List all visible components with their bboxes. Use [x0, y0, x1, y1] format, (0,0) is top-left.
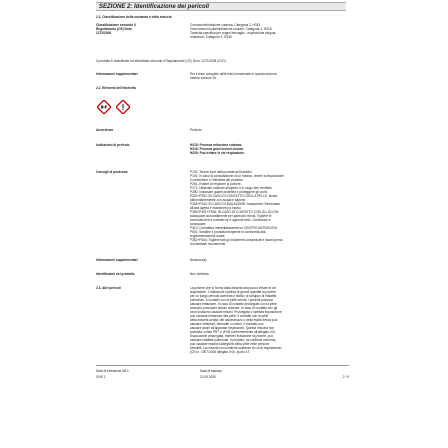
hazard-statements-label: Indicazioni di pericolo: [96, 143, 130, 147]
subsection-heading-2-2: 2.2. Elementi dell'etichetta: [96, 86, 136, 90]
other-hazards-text: La polvere che si forma dalla miscela secca può irritare le vie respiratorie. L'inalazione ripetuta di grandi quantità di polvere per un lungo periodo aumenta il rischio di sviluppo di malattie polmonari. A contatto con la pelle umida, i prodotti possono causare irritazione. In caso di contatto prolungato con la pelle possono provocare lesioni cutanee. In caso di contatto con gli occhi possono causare lesioni. Prolungata o ripetuta esposizione può causare irritazione alla pelle. Il contatto con la pelle della miscela umida, del calcestruzzo o della malta fresca può causare irritazioni, dermatiti o ustioni. Il contatto può causare danni all'apparato respiratorio. Questa miscela non soddisfa i criteri PBT o vPvB conformemente all'allegato XIII. Esposizione prolungata, tramite l'inalazione di polvere, può causare malattie polmonari. Il prodotto, se contiene cemento, può causare reazioni allergiche della pelle nelle persone sensibili. La miscela non contiene sostanze di cui al regolamento (CE) n. 1907/2006 allegato XVII, punto 47.: [190, 286, 282, 354]
hazard-statements: H315: Provoca irritazione cutanea. H318: Provoca gravi lesioni oculari. H335: Può irritare le vie respiratorie.: [190, 143, 245, 155]
signal-word-label: Avvertenza: [96, 128, 113, 132]
supplementary-info-value-2: Nessuno(a).: [190, 258, 208, 262]
footer-issue-value: GHS 1: [96, 375, 106, 379]
precautionary-statements-label: Consigli di prudenza: [96, 170, 128, 174]
exclamation-pictogram-icon: [116, 100, 130, 114]
footer-page-number: 2 / 9: [342, 375, 349, 379]
product-identifiers-value: Non richiesto.: [190, 272, 210, 276]
product-identifiers-label: Identificatori del prodotto: [96, 272, 135, 276]
footer-issue-label: Data di emissione M10: [96, 369, 129, 373]
classification-note: Il prodotto è classificato ed etichettato secondo il Regolamento (CE) Num. 1272/2008 (CLP).: [96, 59, 227, 63]
footer-print-date-value: 12.05.2020: [200, 375, 216, 379]
corrosion-pictogram-icon: [97, 100, 111, 114]
section-title: SEZIONE 2: Identificazione dei pericoli: [96, 2, 346, 11]
classification-value: Corrosione/irritazione cutanea, Categoria 2, H315 Gravi lesioni oculari/irritazione oculare, Categoria 1, H318 Tossicità specifica per organi bersaglio - esposizione singola, Irritazione, Categoria 3, H335: [190, 23, 277, 39]
supplementary-info-label-2: Informazioni supplementari: [96, 258, 138, 262]
precautionary-statements: P102: Tenere fuori dalla portata dei bambini. P101: In caso di consultazione di un medico, tenere a disposizione il contenitore o l'etichetta del prodotto. P261: Evitare di respirare la polvere. P271: Utilizzare soltanto all'aperto o in luogo ben ventilato. P280: Indossare guanti protettivi e proteggere gli occhi. P302+P352: IN CASO DI CONTATTO CON LA PELLE: lavare abbondantemente con acqua e sapone. P304+P340: IN CASO DI INALAZIONE: trasportare l'infortunato all'aria aperta e mantenerlo a riposo. P305+P351+P338: IN CASO DI CONTATTO CON GLI OCCHI: sciacquare accuratamente per parecchi minuti. Togliere le eventuali lenti a contatto se è agevole farlo. Continuare a sciacquare. P310: Contattare immediatamente un CENTRO ANTIVELENI. P501: Smaltire il prodotto/recipiente in conformità alla regolamentazione locale. P362+P364: Togliere tutti gli indumenti contaminati e lavarli prima di indossarli nuovamente.: [190, 170, 285, 246]
page-footer: [96, 365, 349, 382]
signal-word-value: Pericolo: [190, 128, 202, 132]
subsection-heading-2-1: 2.1. Classificazione della sostanza o della miscela: [96, 15, 172, 19]
subsection-heading-2-3: 2.3. Altri pericoli: [96, 286, 121, 290]
footer-print-date-label: Data di stampa: [200, 369, 222, 373]
supplementary-info-label: Informazioni supplementari: [96, 72, 138, 76]
classification-label: Classificazione secondo il Regolamento (CE) Num. 1272/2008: [96, 23, 136, 35]
supplementary-info-value: Per il testo completo delle frasi menzionate in questa sezione, vedere sezione 16.: [190, 72, 278, 80]
